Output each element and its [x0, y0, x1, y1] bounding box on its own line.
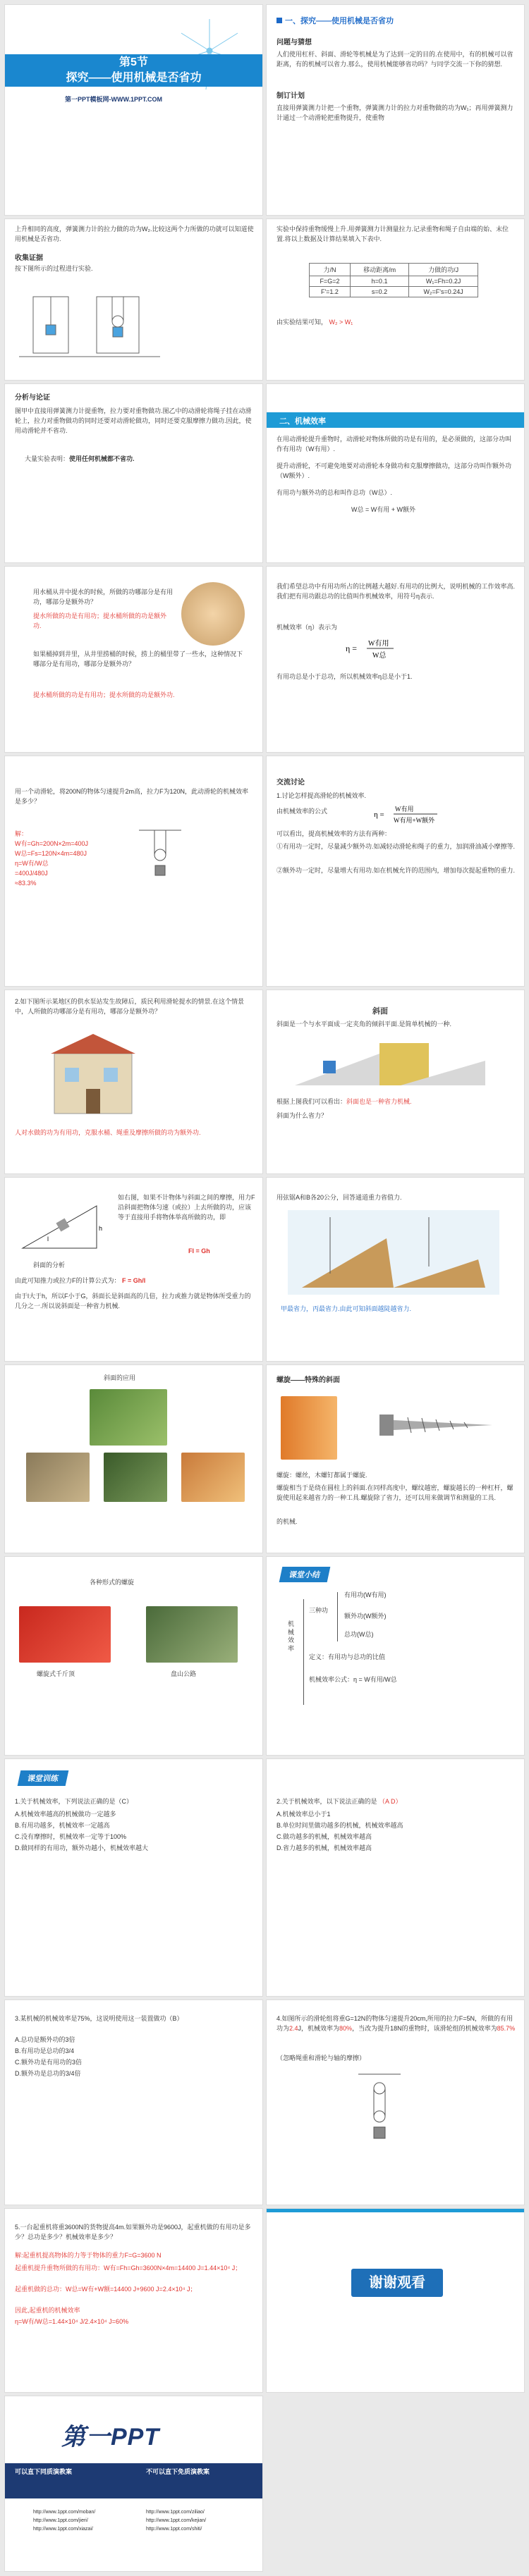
summary-tag: 课堂小结: [279, 1567, 331, 1582]
conclusion-lead: 大量实验表明：: [25, 455, 70, 462]
solution-line: 起重机做的总功：W总=W有+W额=14400 J+9600 J=2.4×10⁴ J；: [15, 2286, 197, 2293]
force-formula-line: [15, 1276, 145, 1286]
bucket-answer-1: 提水所做的功是有用功；提水桶所做的功是额外功.: [33, 612, 167, 629]
discussion-formula-lead: 由机械效率的公式: [276, 808, 328, 815]
slide-incline-apps: [4, 1364, 263, 1553]
table-cell: W₁=Fh=0.2J: [409, 276, 478, 287]
solution-line: W有=Gh=200N×2m=400J: [15, 840, 89, 847]
table-cell: F=G=2: [310, 276, 351, 287]
screw-text-3: 的机械.: [276, 1518, 298, 1525]
solution-line: =400J/480J: [15, 870, 48, 877]
ramp-photo: [26, 1453, 90, 1502]
q4-tail: ，当改为提升18N的重物时，该滑轮组的机械效率为: [352, 2024, 497, 2032]
result-line: [276, 318, 353, 328]
slide-discussion: [266, 756, 525, 987]
summary-sub-bracket: [337, 1592, 338, 1641]
screw-types-title: 各种形式的螺旋: [90, 1579, 135, 1586]
option: C.做功越多的机械，机械效率越高: [276, 1833, 372, 1840]
screw-title: 螺旋——特殊的斜面: [276, 1376, 340, 1384]
cover-subtitle: 第一PPT模板网-WWW.1PPT.COM: [65, 96, 162, 103]
summary-branch-1: 三种功: [309, 1607, 329, 1614]
screw-text-1: 螺旋：螺丝，木螺钉都属于螺旋.: [276, 1472, 367, 1479]
slide-experiment: [4, 218, 263, 381]
brand-link[interactable]: http://www.1ppt.com/xiazai/: [33, 2527, 93, 2532]
slide-pumping: [4, 990, 263, 1174]
solution-line: 解:起重机提高物体的力等于物体的重力F=G=3600 N: [15, 2252, 162, 2259]
practice-tag: 课堂训练: [18, 1770, 69, 1786]
brand-heading-1: 可以直下同质演教案: [15, 2468, 73, 2475]
option: C.没有摩擦时，机械效率一定等于100%: [15, 1833, 127, 1840]
table-cell: W₂=F's=0.24J: [409, 287, 478, 297]
slide-practice-1: [4, 1758, 263, 1997]
slide-thanks: [266, 2208, 525, 2393]
bucket-answer-2: 提水桶所做的功是有用功；提水所做的功是额外功.: [33, 691, 175, 698]
force-formula-lead: 由此可知推力或拉力F的计算公式为：: [15, 1277, 121, 1284]
thanks-badge: 谢谢观看: [351, 2269, 443, 2297]
option: C.额外功是有用功的3倍: [15, 2059, 83, 2066]
slide-practice-3: [4, 1999, 263, 2205]
mountain-photo: [104, 1453, 167, 1502]
slide-screw: [266, 1364, 525, 1553]
q4-mid: J，机械效率为: [298, 2024, 340, 2032]
option: A.机械效率总小于1: [276, 1811, 331, 1818]
stairs-photo: [181, 1453, 245, 1502]
jack-caption: 螺旋式千斤顶: [37, 1670, 75, 1677]
slide-efficiency-intro: [266, 383, 525, 563]
svg-text:η =: η =: [346, 643, 358, 653]
summary-branch-3: 机械效率公式：η = W有用/W总: [309, 1676, 397, 1683]
road-caption: 盘山公路: [171, 1670, 197, 1677]
brand-link[interactable]: http://www.1ppt.com/kejian/: [146, 2518, 207, 2523]
square-icon: [276, 18, 282, 23]
svg-text:W有用: W有用: [368, 640, 389, 648]
summary-branch-2: 定义：有用功与总功的比值: [309, 1653, 386, 1660]
slide-question: [266, 4, 525, 216]
brand-band: [5, 2463, 262, 2498]
section-title: 一、探究——使用机械是否省功: [285, 17, 394, 25]
incline-answer: 斜面也是一种省力机械.: [346, 1098, 412, 1105]
incline-diagram: [19, 1199, 104, 1255]
practice-answer-2: （A D）: [379, 1798, 402, 1805]
table-cell: F'=1.2: [310, 287, 351, 297]
incline-diagram-label: 斜面的分析: [33, 1262, 66, 1269]
top-bar: [267, 2209, 524, 2212]
table-cell: h=0.1: [350, 276, 408, 287]
q4-text: 4.如图所示的滑轮组将重G=12N的物体匀速提升20cm,所用的拉力F=5N，所做的有用功为: [276, 2015, 513, 2032]
discussion-heading: 交流讨论: [276, 779, 305, 787]
data-table: [309, 263, 478, 297]
q4-answer-3: 85.7%: [497, 2024, 516, 2032]
option: B.单位时间里做功越多的机械，机械效率越高: [276, 1822, 403, 1829]
method-1: ①有用功一定时，尽量减少额外功.如减轻动滑轮和绳子的重力，加润滑油减小摩擦等.: [276, 843, 516, 850]
incline-lead: 根据上图我们可以看出：: [276, 1098, 347, 1105]
incline-explanation: 由于l大于h，所以F小于G，斜面长是斜面高的几倍，拉力或推力就是物体所受重力的几分之一.所以说斜面是一种省力机械.: [15, 1293, 251, 1309]
option: A.总功是额外功的3倍: [15, 2036, 75, 2043]
pulley-figure: [139, 827, 181, 883]
question-text: 人们使用杠杆、斜面、滑轮等机械是为了达到一定的目的.在使用中，有的机械可以省距离，有的机械可以省力.那么，使用机械能够省功吗？与同学交流一下你的猜想.: [276, 51, 513, 68]
jack-photo: [19, 1606, 111, 1663]
slide-summary: [266, 1556, 525, 1756]
summary-branch-2-label: 定义: [309, 1653, 322, 1660]
q4-note: （忽略绳重和滑轮与轴的摩擦）: [276, 2054, 366, 2062]
slide-incline: [266, 990, 525, 1174]
slide-example: [4, 756, 263, 987]
summary-leaf-3: 总功(W总): [344, 1631, 374, 1638]
solution-line: 起重机提升重物所做的有用功：W有=Fh=Gh=3600N×4m=14400 J=1.44×10⁴ J；: [15, 2264, 242, 2272]
work-equation: Fl = Gh: [188, 1247, 210, 1255]
pulley-apparatus-figure: [19, 283, 160, 367]
efficiency-label: 机械效率（η）表示为: [276, 624, 338, 631]
slide-practice-5: [4, 2208, 263, 2393]
road-photo: [90, 1389, 167, 1446]
total-work-formula: W总 = W有用 + W额外: [351, 506, 415, 513]
house-scene-figure: [47, 1033, 146, 1117]
conclusion-line: [25, 455, 135, 464]
screw-cylinder-figure: [281, 1396, 337, 1460]
analysis-text: 图甲中直接用弹簧测力计提重物，拉力要对重物做功.图乙中的动滑轮将绳子挂在动滑轮上，拉力对重物做功的同时还要对动滑轮做功，同时还要克服摩擦力做功.因此，使用动滑轮并不省功.: [15, 407, 252, 434]
solution-line: W总=Fs=120N×4m=480J: [15, 850, 87, 857]
solution-line: η=W有/W总=1.44×10⁴ J/2.4×10⁴ J=60%: [15, 2318, 129, 2325]
plan-text: 直接用弹簧测力计把一个重物，弹簧测力计的拉力对重物做的功为W₁；再用弹簧测力计通过一个动滑轮把重物提升，使重物: [276, 104, 513, 121]
summary-bracket: [303, 1599, 304, 1705]
slide-incline-analysis: [4, 1177, 263, 1362]
heading-evidence: 收集证据: [15, 254, 43, 262]
q4-answer-1: 2.4: [289, 2024, 298, 2032]
discussion-methods: 可以看出，提高机械效率的方法有两种：: [276, 830, 391, 837]
pumping-answer: 人对水做的功为有用功，克服水桶、绳重及摩擦所做的功为额外功.: [15, 1129, 201, 1136]
incline-analysis-text: 如右图，如果不计物体与斜面之间的摩擦，用力F沿斜面把物体匀速（或拉）上去所做的功，应该等于直接用手将物体举高所做的功，即: [118, 1194, 255, 1221]
efficiency-definition: 我们希望总功中有用功所占的比例越大越好.有用功的比例大，说明机械的工作效率高.我们把有用功跟总功的比值叫作机械效率，用符号η表示.: [276, 583, 516, 600]
table-row: [310, 276, 478, 287]
practice-question-1: 1.关于机械效率，下列说法正确的是（C）: [15, 1798, 133, 1805]
saw-answer: 甲最省力，丙最省力.由此可知斜面越陡越省力.: [281, 1305, 412, 1312]
svg-text:l: l: [47, 1235, 49, 1243]
brand-link[interactable]: http://www.1ppt.com/moban/: [33, 2510, 96, 2515]
slide-practice-2: [266, 1758, 525, 1997]
summary-root: 机械效率: [288, 1620, 295, 1653]
practice-question-3: 3.某机械的机械效率是75%，这说明使用这一装置做功（B）: [15, 2015, 183, 2022]
solution-line: η=W有/W总: [15, 860, 49, 867]
q4-answer-2: 80%: [339, 2024, 353, 2032]
mountain-road-photo: [146, 1606, 238, 1663]
option: D.省力越多的机械，机械效率越高: [276, 1844, 372, 1851]
svg-text:W有用: W有用: [395, 806, 414, 813]
slide-screw-types: [4, 1556, 263, 1756]
saw-question: 用弦锯A和B各20公分，回答通道重力省值力.: [276, 1194, 402, 1201]
option: D.做同样的有用功，额外功越小，机械效率越大: [15, 1844, 149, 1851]
slide-efficiency-def: [266, 566, 525, 753]
efficiency-formula-2: [372, 801, 443, 827]
lesson-title: 探究——使用机械是否省功: [66, 72, 202, 84]
pulley-block-figure: [358, 2071, 401, 2148]
summary-leaf-1: 有用功(W有用): [344, 1591, 387, 1598]
table-header: 力做的功/J: [409, 264, 478, 276]
example-question: 用一个动滑轮，将200N的物体匀速提升2m高，拉力F为120N，此动滑轮的机械效率是多少？: [15, 788, 249, 805]
option: A.机械效率越高的机械做功一定越多: [15, 1811, 116, 1818]
table-header: 力/N: [310, 264, 351, 276]
table-cell: s=0.2: [350, 287, 408, 297]
table-header: 移动距离/m: [350, 264, 408, 276]
section-bar: 二、机械效率: [267, 412, 524, 428]
efficiency-formula: [344, 634, 408, 663]
force-formula: F = Gh/l: [122, 1277, 146, 1284]
screw-figure: [379, 1407, 506, 1443]
slide-bucket: [4, 566, 263, 753]
slide-practice-4: [266, 1999, 525, 2205]
practice-question-2-line: [276, 1797, 402, 1807]
summary-definition: 有用功与总功的比值: [328, 1653, 386, 1660]
heading-question: 问题与猜想: [276, 39, 312, 47]
heading-plan: 制订计划: [276, 92, 305, 100]
slide-table: [266, 218, 525, 381]
slide-analysis: [4, 383, 263, 563]
svg-text:W有用+W额外: W有用+W额外: [394, 817, 435, 824]
brand-link[interactable]: http://www.1ppt.com/shiti/: [146, 2527, 202, 2532]
brand-heading-2: 不可以直下免质演教案: [146, 2468, 210, 2475]
experiment-text: 上升相同的高度，弹簧测力计的拉力做的功为W₂.比较这两个力所做的功就可以知道使用机械是否省功.: [15, 226, 254, 242]
useful-work-text: 在用动滑轮提升重物时，动滑轮对物体所做的功是有用的，是必须做的，这部分功叫作有用功（W有用）.: [276, 436, 512, 452]
solution-line: 因此,起重机的机械效率: [15, 2307, 80, 2314]
incline-title: 斜面: [372, 1007, 388, 1016]
method-2: ②额外功一定时，尽量增大有用功.如在机械允许的范围内，增加每次提起重物的重力.: [276, 867, 516, 874]
brand-logo: 第一PPT: [61, 2424, 160, 2451]
screw-text-2: 螺旋相当于是绕在圆柱上的斜面.在同样高度中，螺纹越密，螺旋越长的一种杠杆，螺旋使用起来越省力的一种工具.螺旋除了省力，还可以用来做调节和测量的工具.: [276, 1484, 513, 1501]
cover-title-band: [5, 54, 262, 87]
option: B.有用功越多，机械效率一定越高: [15, 1822, 110, 1829]
svg-text:h: h: [99, 1225, 103, 1232]
practice-question-4: [276, 2014, 516, 2034]
bucket-question-1: 用水桶从井中提水的时候，所做的功哪部分是有用功，哪部分是额外功？: [33, 588, 174, 605]
solution-line: ≈83.3%: [15, 880, 37, 887]
incline-conclusion: [276, 1097, 412, 1107]
efficiency-note: 有用功总是小于总功，所以机械效率η总是小于1.: [276, 673, 413, 680]
slide-saw-experiment: [266, 1177, 525, 1362]
lesson-number: 第5节: [119, 56, 148, 68]
result-text: 由实验结果可知，: [276, 319, 328, 326]
conclusion-text: 使用任何机械都不省功.: [69, 455, 135, 462]
table-header-row: [310, 264, 478, 276]
incline-apps-title: 斜面的应用: [104, 1374, 136, 1381]
table-intro: 实验中保持重物缓慢上升.用弹簧测力计测量拉力.记录重物和绳子自由端的始、末位置.将以上数据及计算结果填入下表中.: [276, 226, 509, 242]
total-work-text: 有用功与额外功的总和叫作总功（W总）.: [276, 489, 392, 496]
bucket-image: [181, 582, 245, 646]
result-formula: W₂ > W₁: [329, 319, 353, 326]
summary-branch-3-label: 机械效率公式: [309, 1676, 348, 1683]
incline-truck-figure: [295, 1040, 492, 1089]
evidence-text: 按下图所示的过程进行实验.: [15, 265, 93, 272]
solution-line: 解：: [15, 830, 28, 837]
incline-definition: 斜面是一个与水平面成一定夹角的倾斜平面.是简单机械的一种.: [276, 1021, 452, 1028]
practice-question-5: 5.一台起重机将重3600N的货物提高4m.如果额外功是9600J，起重机做的有用功是多少？总功是多少？机械效率是多少？: [15, 2224, 251, 2241]
option: B.有用功是总功的3/4: [15, 2047, 75, 2054]
svg-text:η =: η =: [374, 811, 384, 819]
incline-question: 斜面为什么省力？: [276, 1112, 328, 1119]
section-header: [276, 15, 394, 26]
heading-analysis: 分析与论证: [15, 394, 50, 402]
slide-brand: [4, 2396, 263, 2572]
extra-work-text: 提升动滑轮，不可避免地要对动滑轮本身做功和克服摩擦做功，这部分功叫作额外功（W额外）.: [276, 462, 512, 479]
table-row: [310, 287, 478, 297]
summary-formula: η = W有用/W总: [353, 1676, 397, 1683]
summary-leaf-2: 额外功(W额外): [344, 1613, 387, 1620]
svg-text:W总: W总: [372, 652, 387, 660]
discussion-question: 1.讨论怎样提高滑轮的机械效率.: [276, 792, 367, 799]
slide-cover: [4, 4, 263, 216]
ramp-experiment-figure: [288, 1210, 499, 1295]
bucket-question-2: 如果桶掉到井里，从井里捞桶的时候，捞上的桶里带了一些水，这种情况下哪部分是有用功，哪部分是额外功？: [33, 651, 243, 667]
option: D.额外功是总功的3/4倍: [15, 2070, 81, 2077]
practice-question-2: 2.关于机械效率，以下说法正确的是: [276, 1798, 377, 1805]
brand-link[interactable]: http://www.1ppt.com/jieri/: [33, 2518, 88, 2523]
pumping-question: 2.如下图所示某地区的供水泵站发生故障后，质民利用滑轮提水的情景.在这个情景中，人所做的功哪部分是有用功，哪部分是额外功？: [15, 998, 245, 1015]
brand-link[interactable]: http://www.1ppt.com/ziliao/: [146, 2510, 205, 2515]
